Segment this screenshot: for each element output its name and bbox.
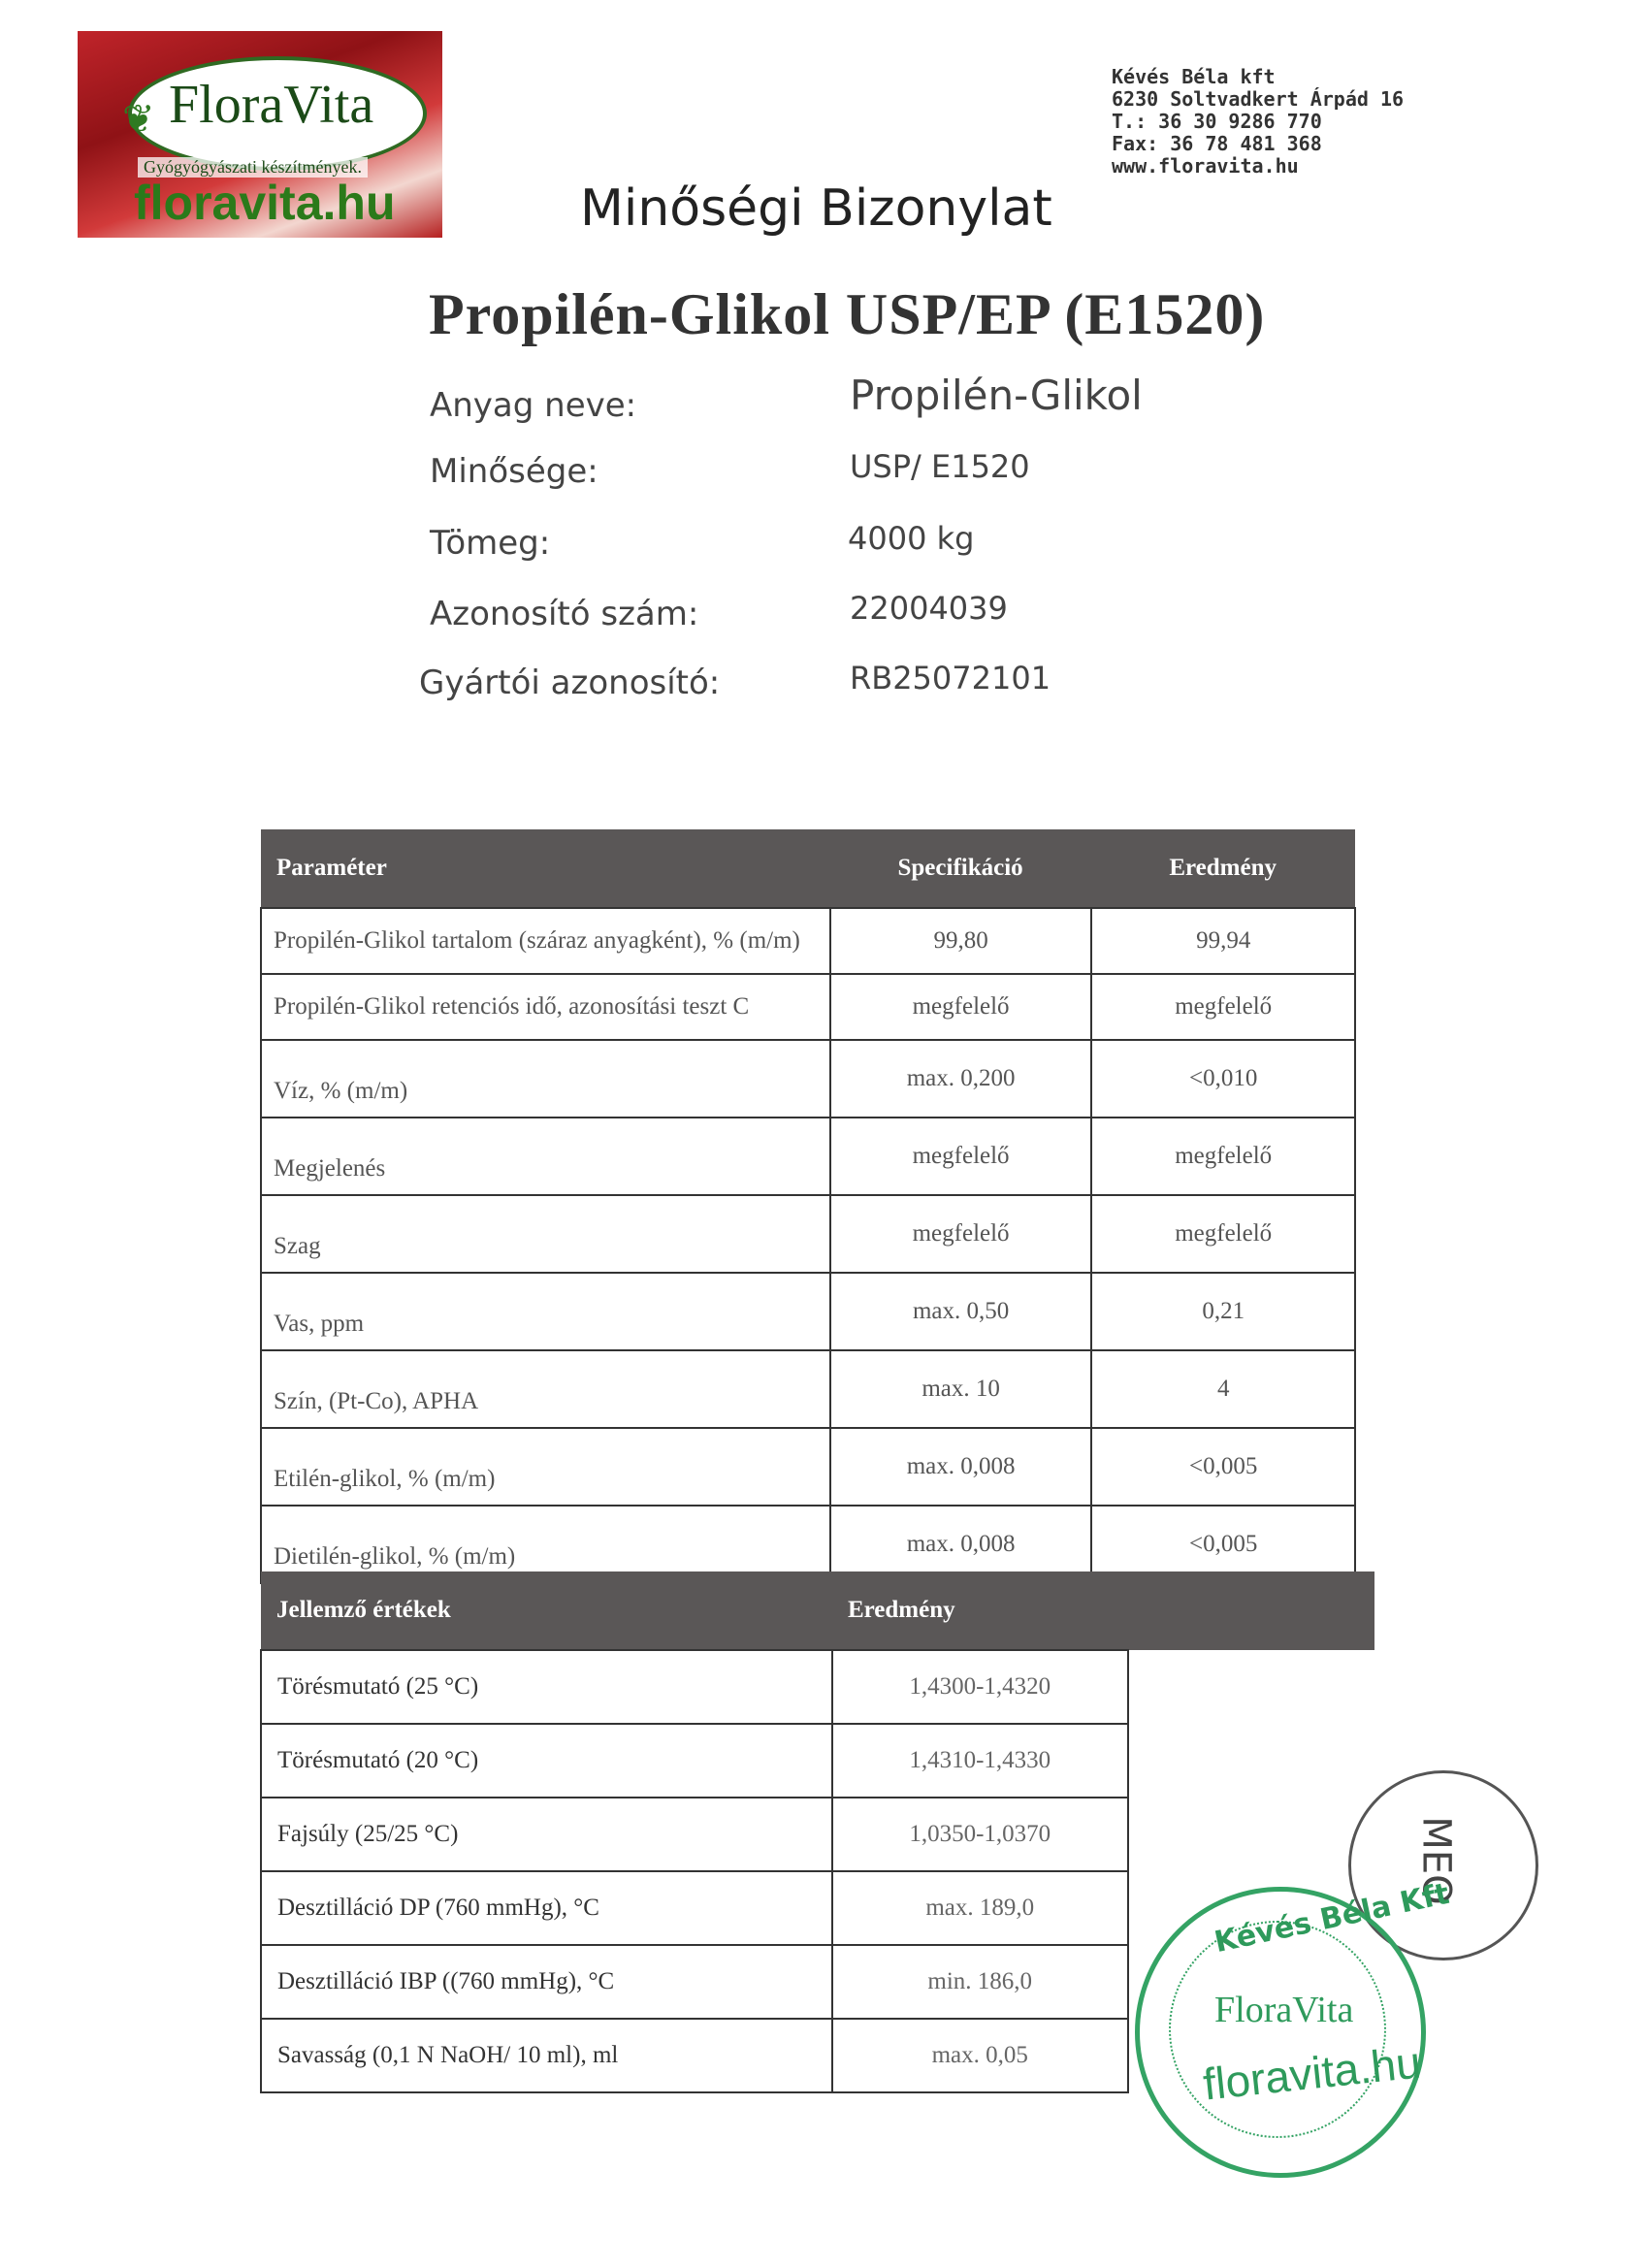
parameter-cell: Szín, (Pt-Co), APHA bbox=[261, 1350, 830, 1428]
parameter-cell: Vas, ppm bbox=[261, 1273, 830, 1350]
logo-url: floravita.hu bbox=[134, 176, 396, 230]
result-cell: megfelelő bbox=[1091, 974, 1355, 1040]
specification-cell: max. 0,008 bbox=[830, 1506, 1092, 1583]
empty-cell bbox=[1128, 1724, 1374, 1798]
mfr-id-label: Gyártói azonosító: bbox=[419, 664, 721, 702]
property-cell: Fajsúly (25/25 °C) bbox=[261, 1798, 832, 1871]
table-row bbox=[261, 1195, 1355, 1273]
specification-cell: 99,80 bbox=[830, 908, 1092, 974]
parameter-cell: Megjelenés bbox=[261, 1118, 830, 1195]
quality-value: USP/ E1520 bbox=[850, 448, 1030, 485]
table-row bbox=[261, 908, 1355, 974]
leaf-icon: ❦ bbox=[122, 97, 155, 142]
spec-table bbox=[260, 829, 1356, 1584]
product-title: Propilén-Glikol USP/EP (E1520) bbox=[429, 282, 1266, 346]
char-header-result: Eredmény bbox=[832, 1571, 1128, 1650]
table-row bbox=[261, 1118, 1355, 1195]
spec-header-result: Eredmény bbox=[1091, 829, 1355, 908]
result-cell: <0,005 bbox=[1091, 1506, 1355, 1583]
result-cell: megfelelő bbox=[1091, 1118, 1355, 1195]
material-label: Anyag neve: bbox=[430, 386, 637, 425]
specification-cell: megfelelő bbox=[830, 1195, 1092, 1273]
spec-header-specification: Specifikáció bbox=[830, 829, 1092, 908]
char-header-spacer bbox=[1128, 1571, 1374, 1650]
mfr-id-value: RB25072101 bbox=[850, 660, 1051, 697]
result-cell: megfelelő bbox=[1091, 1195, 1355, 1273]
company-web: www.floravita.hu bbox=[1112, 154, 1299, 178]
char-header-row bbox=[261, 1571, 1374, 1650]
property-cell: Desztilláció DP (760 mmHg), °C bbox=[261, 1871, 832, 1945]
mass-value: 4000 kg bbox=[848, 520, 975, 557]
parameter-cell: Propilén-Glikol retenciós idő, azonosítási teszt C bbox=[261, 974, 830, 1040]
specification-cell: max. 0,200 bbox=[830, 1040, 1092, 1118]
id-value: 22004039 bbox=[850, 590, 1008, 627]
table-row bbox=[261, 974, 1355, 1040]
spec-header-parameter: Paraméter bbox=[261, 829, 830, 908]
mass-label: Tömeg: bbox=[430, 524, 551, 563]
table-row bbox=[261, 1350, 1355, 1428]
value-cell: max. 189,0 bbox=[832, 1871, 1128, 1945]
company-contact bbox=[1112, 66, 1404, 178]
company-address: 6230 Soltvadkert Árpád 16 bbox=[1112, 87, 1405, 111]
result-cell: 4 bbox=[1091, 1350, 1355, 1428]
specification-cell: max. 10 bbox=[830, 1350, 1092, 1428]
specification-cell: megfelelő bbox=[830, 974, 1092, 1040]
table-row bbox=[261, 1428, 1355, 1506]
empty-cell bbox=[1128, 1650, 1374, 1724]
stamp-brand: FloraVita bbox=[1214, 1990, 1354, 2030]
char-header-property: Jellemző értékek bbox=[261, 1571, 832, 1650]
id-label: Azonosító szám: bbox=[430, 595, 699, 633]
parameter-cell: Dietilén-glikol, % (m/m) bbox=[261, 1506, 830, 1583]
stamp-company-name: Kévés Béla Kft bbox=[1212, 1876, 1453, 1960]
meo-stamp-text: MEO bbox=[1413, 1816, 1459, 1905]
result-cell: 0,21 bbox=[1091, 1273, 1355, 1350]
company-phone: T.: 36 30 9286 770 bbox=[1112, 110, 1322, 133]
logo-brand: FloraVita bbox=[169, 75, 374, 135]
value-cell: min. 186,0 bbox=[832, 1945, 1128, 2019]
result-cell: <0,005 bbox=[1091, 1428, 1355, 1506]
specification-cell: max. 0,50 bbox=[830, 1273, 1092, 1350]
value-cell: max. 0,05 bbox=[832, 2019, 1128, 2092]
property-cell: Desztilláció IBP ((760 mmHg), °C bbox=[261, 1945, 832, 2019]
value-cell: 1,0350-1,0370 bbox=[832, 1798, 1128, 1871]
logo-tagline: Gyógyógyászati készítmények. bbox=[138, 157, 368, 178]
company-fax: Fax: 36 78 481 368 bbox=[1112, 132, 1322, 155]
table-row bbox=[261, 1724, 1374, 1798]
property-cell: Savasság (0,1 N NaOH/ 10 ml), ml bbox=[261, 2019, 832, 2092]
empty-cell bbox=[1128, 1798, 1374, 1871]
result-cell: 99,94 bbox=[1091, 908, 1355, 974]
value-cell: 1,4300-1,4320 bbox=[832, 1650, 1128, 1724]
result-cell: <0,010 bbox=[1091, 1040, 1355, 1118]
table-row bbox=[261, 1650, 1374, 1724]
specification-cell: max. 0,008 bbox=[830, 1428, 1092, 1506]
stamp-url: floravita.hu bbox=[1200, 2036, 1424, 2110]
parameter-cell: Szag bbox=[261, 1195, 830, 1273]
parameter-cell: Víz, % (m/m) bbox=[261, 1040, 830, 1118]
quality-label: Minősége: bbox=[430, 452, 598, 491]
spec-header-row bbox=[261, 829, 1355, 908]
material-value: Propilén-Glikol bbox=[850, 372, 1143, 419]
company-logo bbox=[78, 31, 442, 238]
specification-cell: megfelelő bbox=[830, 1118, 1092, 1195]
property-cell: Törésmutató (25 °C) bbox=[261, 1650, 832, 1724]
value-cell: 1,4310-1,4330 bbox=[832, 1724, 1128, 1798]
document-title: Minőségi Bizonylat bbox=[580, 179, 1052, 238]
parameter-cell: Etilén-glikol, % (m/m) bbox=[261, 1428, 830, 1506]
parameter-cell: Propilén-Glikol tartalom (száraz anyagként), % (m/m) bbox=[261, 908, 830, 974]
company-name: Kévés Béla kft bbox=[1112, 65, 1276, 88]
table-row bbox=[261, 1273, 1355, 1350]
property-cell: Törésmutató (20 °C) bbox=[261, 1724, 832, 1798]
table-row bbox=[261, 1040, 1355, 1118]
table-row bbox=[261, 1798, 1374, 1871]
